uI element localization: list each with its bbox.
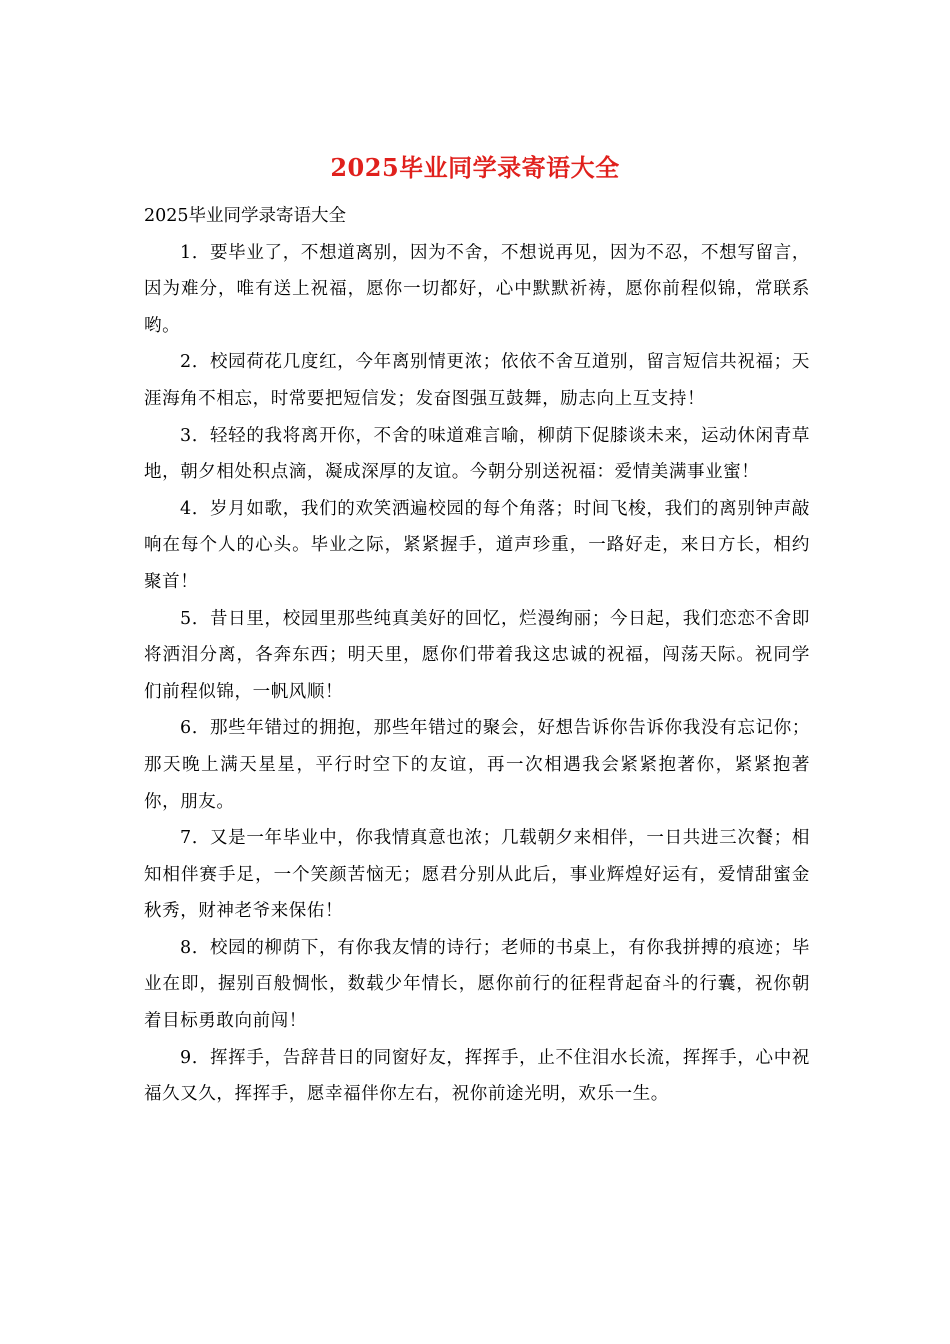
document-title: 2025毕业同学录寄语大全	[330, 153, 620, 182]
paragraph-6: 6．那些年错过的拥抱，那些年错过的聚会，好想告诉你告诉你我没有忘记你；那天晚上满天星星，平行时空下的友谊，再一次相遇我会紧紧抱著你，紧紧抱著你，朋友。	[144, 718, 810, 812]
paragraph-7: 7．又是一年毕业中，你我情真意也浓；几载朝夕来相伴，一日共进三次餐；相知相伴赛手足，一个笑颜苦恼无；愿君分别从此后，事业辉煌好运有，爱情甜蜜金秋秀，财神老爷来保佑！	[144, 828, 810, 922]
paragraph-4: 4．岁月如歌，我们的欢笑洒遍校园的每个角落；时间飞梭，我们的离别钟声敲响在每个人的心头。毕业之际，紧紧握手，道声珍重，一路好走，来日方长，相约聚首！	[144, 498, 810, 592]
paragraph-2: 2．校园荷花几度红，今年离别情更浓；依依不舍互道别，留言短信共祝福；天涯海角不相忘，时常要把短信发；发奋图强互鼓舞，励志向上互支持！	[144, 352, 810, 409]
paragraph-8: 8．校园的柳荫下，有你我友情的诗行；老师的书桌上，有你我拼搏的痕迹；毕业在即，握别百般惆怅，数载少年情长，愿你前行的征程背起奋斗的行囊，祝你朝着目标勇敢向前闯！	[144, 937, 810, 1032]
paragraph-3: 3．轻轻的我将离开你，不舍的味道难言喻，柳荫下促膝谈未来，运动休闲青草地，朝夕相处积点滴，凝成深厚的友谊。今朝分别送祝福：爱情美满事业蜜！	[144, 425, 810, 483]
paragraph-1: 1．要毕业了，不想道离别，因为不舍，不想说再见，因为不忍，不想写留言，因为难分，唯有送上祝福，愿你一切都好，心中默默祈祷，愿你前程似锦，常联系哟。	[144, 242, 810, 336]
paragraph-9: 9．挥挥手，告辞昔日的同窗好友，挥挥手，止不住泪水长流，挥挥手，心中祝福久又久，挥挥手，愿幸福伴你左右，祝你前途光明，欢乐一生。	[144, 1047, 810, 1105]
document-subtitle: 2025毕业同学录寄语大全	[144, 206, 347, 226]
paragraph-5: 5．昔日里，校园里那些纯真美好的回忆，烂漫绚丽；今日起，我们恋恋不舍即将洒泪分离，各奔东西；明天里，愿你们带着我这忠诚的祝福，闯荡天际。祝同学们前程似锦，一帆风顺！	[144, 608, 810, 702]
document-body	[144, 198, 810, 1113]
